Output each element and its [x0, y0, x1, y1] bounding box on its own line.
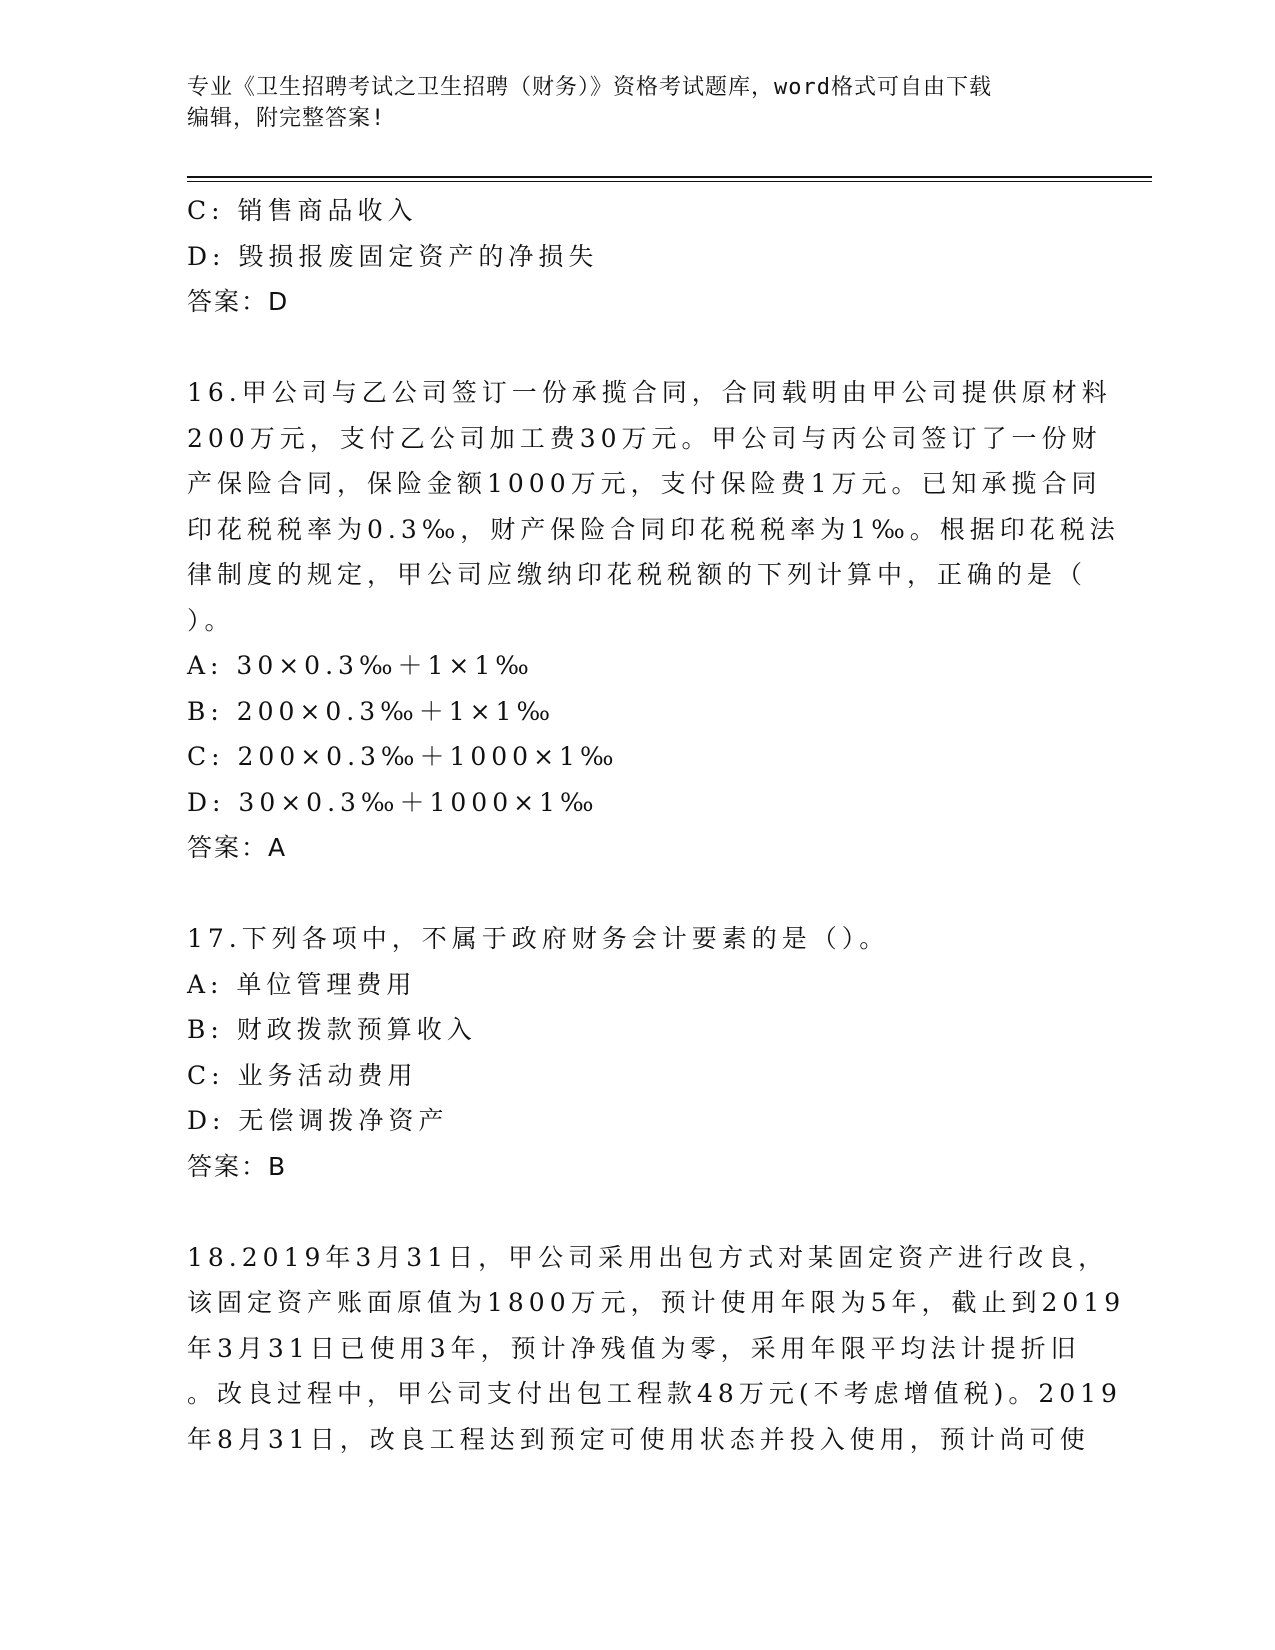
q17-option-c: C: 业务活动费用 — [187, 1060, 418, 1090]
q16-option-b: B: 200×0.3‰＋1×1‰ — [187, 696, 556, 726]
q16-stem-line: 200万元，支付乙公司加工费30万元。甲公司与丙公司签订了一份财 — [187, 423, 1102, 453]
q17-stem: 17.下列各项中，不属于政府财务会计要素的是（）。 — [187, 924, 890, 953]
q17-option-d: D: 无偿调拨净资产 — [187, 1106, 449, 1135]
document-body — [187, 188, 1126, 1462]
q15-option-c: C: 销售商品收入 — [187, 196, 418, 225]
q18-stem-line: 。改良过程中，甲公司支付出包工程款48万元(不考虑增值税)。2019 — [187, 1379, 1122, 1408]
header-line-1: 专业《卫生招聘考试之卫生招聘（财务）》资格考试题库，word格式可自由下载 — [187, 75, 992, 100]
q16-stem-line: 16.甲公司与乙公司签订一份承揽合同，合同载明由甲公司提供原材料 — [187, 378, 1112, 407]
q15-option-d: D: 毁损报废固定资产的净损失 — [187, 241, 599, 271]
question-18 — [187, 1235, 1126, 1463]
question-17 — [187, 916, 1087, 1189]
q18-stem-line: 年8月31日，改良工程达到预定可使用状态并投入使用，预计尚可使 — [187, 1424, 1090, 1454]
header-divider — [187, 176, 1152, 182]
q18-stem-line: 年3月31日已使用3年，预计净残值为零，采用年限平均法计提折旧 — [187, 1333, 1081, 1363]
q17-option-b: B: 财政拨款预算收入 — [187, 1015, 477, 1044]
spacer — [187, 1189, 1087, 1235]
q18-stem-line: 18.2019年3月31日，甲公司采用出包方式对某固定资产进行改良， — [187, 1242, 1109, 1272]
q16-stem-line: ）。 — [187, 605, 235, 635]
spacer — [187, 871, 1087, 917]
q16-option-c: C: 200×0.3‰＋1000×1‰ — [187, 742, 619, 771]
q17-answer: 答案：B — [187, 1151, 288, 1181]
q16-stem-line: 印花税税率为0.3‰，财产保险合同印花税税率为1‰。根据印花税法 — [187, 514, 1120, 544]
header-line-2: 编辑，附完整答案! — [187, 106, 386, 131]
spacer — [187, 325, 1087, 371]
question-15-tail — [187, 188, 1087, 325]
q16-option-a: A: 30×0.3‰＋1×1‰ — [187, 651, 534, 680]
document-header — [187, 72, 1077, 134]
q16-stem-line: 产保险合同，保险金额1000万元，支付保险费1万元。已知承揽合同 — [187, 469, 1102, 498]
q16-stem-line: 律制度的规定，甲公司应缴纳印花税税额的下列计算中，正确的是（ — [187, 560, 1088, 589]
question-16 — [187, 370, 1120, 871]
q17-option-a: A: 单位管理费用 — [187, 969, 417, 999]
q16-option-d: D: 30×0.3‰＋1000×1‰ — [187, 787, 599, 817]
q16-answer: 答案：A — [187, 833, 288, 862]
q18-stem-line: 该固定资产账面原值为1800万元，预计使用年限为5年，截止到2019 — [187, 1288, 1126, 1317]
q15-answer: 答案：D — [187, 287, 290, 316]
